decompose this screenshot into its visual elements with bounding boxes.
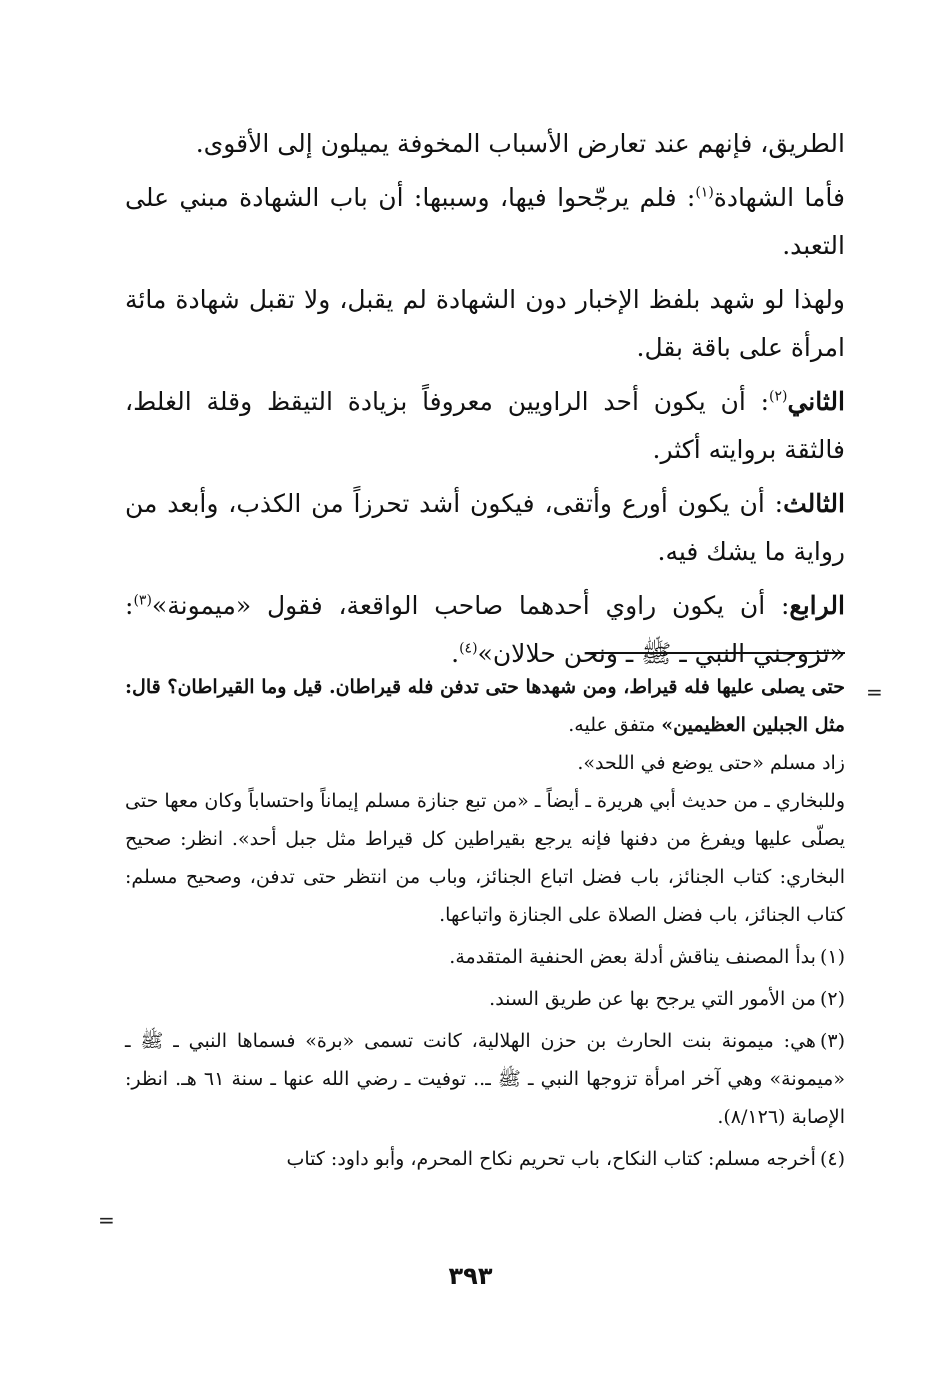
main-text: [125, 120, 845, 684]
next-page-mark: =: [98, 1208, 115, 1232]
footnote-ref-4[interactable]: (٤): [459, 640, 478, 657]
lead-fourth: الرابع: [789, 591, 845, 620]
footnote-ref-2[interactable]: (٢): [769, 388, 788, 405]
footnote-4-number: (٤): [819, 1148, 845, 1170]
footnote-1-number: (١): [819, 946, 845, 968]
footnote-ref-3[interactable]: (٣): [133, 592, 152, 609]
footnote-1: (١)بدأ المصنف يناقش أدلة بعض الحنفية المتقدمة.: [449, 946, 845, 968]
paragraph-fourth: الرابع: أن يكون راوي أحدهما صاحب الواقعة، فقول «ميمونة»$^{(٣)}$: «تزوجني النبي ـ ﷺ ـ ونحن حلالان»$^{(٤)}$.: [125, 591, 845, 668]
paragraph-third: الثالث: أن يكون أورع وأتقى، فيكون أشد تحرزاً من الكذب، وأبعد من رواية ما يشك فيه.: [125, 489, 845, 566]
footnote-3-number: (٣): [819, 1030, 845, 1052]
paragraph-1: الطريق، فإنهم عند تعارض الأسباب المخوفة يميلون إلى الأقوى.: [195, 129, 845, 158]
paragraph-2: فأما الشهادة$^{(١)}$: فلم يرجّحوا فيها، وسببها: أن باب الشهادة مبني على التعبد.: [125, 183, 845, 260]
footnote-ref-1[interactable]: (١): [695, 184, 714, 201]
footnote-2-number: (٢): [819, 988, 845, 1010]
footnote-separator: [587, 652, 845, 654]
paragraph-3: ولهذا لو شهد بلفظ الإخبار دون الشهادة لم يقبل، ولا تقبل شهادة مائة امرأة على باقة بقل.: [125, 285, 845, 362]
lead-third: الثالث: [783, 489, 845, 518]
footnote-continuation-3: وللبخاري ـ من حديث أبي هريرة ـ أيضاً ـ «من تبع جنازة مسلم إيماناً واحتساباً وكان معها حتى يصلّى عليها ويفرغ من دفنها فإنه يرجع بقيراطين كل قيراط مثل جبل أحد». انظر: صحيح البخاري: كتاب الجنائز، باب فضل اتباع الجنائز، وباب من انتظر حتى تدفن، وصحيح مسلم: كتاب الجنائز، باب فضل الصلاة على الجنازة واتباعها.: [125, 790, 845, 926]
paragraph-second: الثاني$^{(٢)}$: أن يكون أحد الراويين معروفاً بزيادة التيقظ وقلة الغلط، فالثقة بروايته أكثر.: [125, 387, 845, 464]
lead-second: الثاني: [787, 387, 845, 416]
page-number: ٣٩٣: [448, 1262, 493, 1290]
footnote-continuation-2: زاد مسلم «حتى يوضع في اللحد».: [577, 752, 845, 774]
footnote-continuation: حتى يصلى عليها فله قيراط، ومن شهدها حتى تدفن فله قيراطان. قيل وما القيراطان؟ قال: مثل الجبلين العظيمين» متفق عليه.: [125, 676, 845, 736]
continued-mark: =: [866, 680, 883, 704]
footnotes: [125, 668, 845, 1182]
footnote-2: (٢)من الأمور التي يرجح بها عن طريق السند.: [489, 988, 845, 1010]
footnote-4: (٤)أخرجه مسلم: كتاب النكاح، باب تحريم نكاح المحرم، وأبو داود: كتاب: [286, 1148, 845, 1170]
footnote-3: (٣)هي: ميمونة بنت الحارث بن حزن الهلالية، كانت تسمى «برة» فسماها النبي ـ ﷺ ـ «ميمونة» وهي آخر امرأة تزوجها النبي ـ ﷺ ـ.. توفيت ـ رضي الله عنها ـ سنة ٦١ هـ. انظر: الإصابة (٨/١٢٦).: [125, 1030, 845, 1128]
